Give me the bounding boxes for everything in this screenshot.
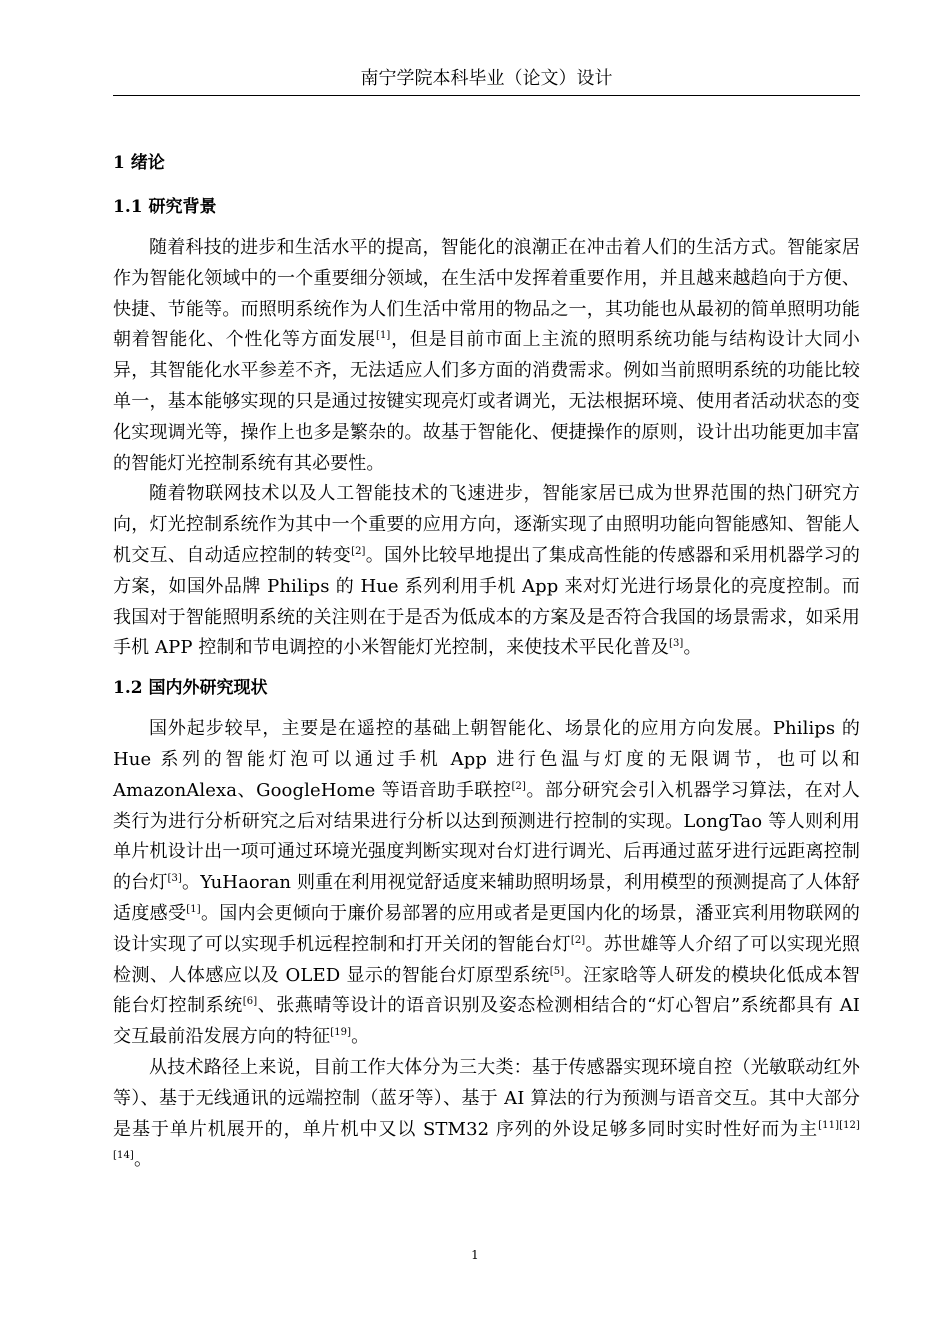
text-run: 。	[351, 1026, 370, 1048]
paragraph-status-1	[113, 714, 860, 1053]
text-run: 随着物联网技术以及人工智能技术的飞速进步，智能家居已成为世界范围的热门研究方向，灯光控制系统作为其中一个重要的应用方向，逐渐实现了由照明功能向智能感知、智能人机交互、自动适应控制的转变	[113, 483, 860, 566]
text-run: ，但是目前市面上主流的照明系统功能与结构设计大同小异，其智能化水平参差不齐，无法适应人们多方面的消费需求。例如当前照明系统的功能比较单一，基本能够实现的只是通过按键实现亮灯或者调光，无法根据环境、使用者活动状态的变化实现调光等，操作上也多是繁杂的。故基于智能化、便捷操作的原则，设计出功能更加丰富的智能灯光控制系统有其必要性。	[113, 329, 861, 474]
citation: [3]	[668, 638, 684, 650]
citation: [11][12][14]	[113, 1119, 860, 1162]
section-heading-1-1: 1.1 研究背景	[113, 197, 217, 217]
text-run: 。汪家晗等人研发的模块化低成本智能台灯控制系统	[113, 964, 860, 1017]
text-run: 。YuHaoran 则重在利用视觉舒适度来辅助照明场景，利用模型的预测提高了人体舒适度感受	[113, 872, 860, 924]
section-heading-1-2: 1.2 国内外研究现状	[113, 678, 268, 699]
citation: [1]	[186, 903, 201, 915]
citation: [6]	[242, 996, 258, 1008]
paragraph-status-2	[113, 1053, 860, 1176]
text-run: 。苏世雄等人介绍了可以实现光照检测、人体感应以及 OLED 显示的智能台灯原型系统	[113, 933, 861, 986]
page-header	[113, 66, 860, 96]
text-run: 。部分研究会引入机器学习算法，在对人类行为进行分析研究之后对结果进行分析以达到预测进行控制的实现。LongTao 等人则利用单片机设计出一项可通过环境光强度判断实现对台灯进行调光、后再通过蓝牙进行远距离控制的台灯	[113, 779, 860, 894]
text-run: 、张燕晴等设计的语音识别及姿态检测相结合的“灯心智启”系统都具有 AI 交互最前沿发展方向的特征	[113, 995, 861, 1048]
page-content	[113, 145, 860, 1176]
section-heading-1: 1 绪论	[113, 153, 165, 173]
paragraph-background-1	[113, 233, 860, 479]
paragraph-background-2	[113, 479, 860, 664]
page-number: 1	[471, 1248, 479, 1262]
text-run: 。国内会更倾向于廉价易部署的应用或者是更国内化的场景，潘亚宾利用物联网的设计实现了可以实现手机远程控制和打开关闭的智能台灯	[113, 902, 860, 955]
text-run: 国外起步较早，主要是在遥控的基础上朝智能化、场景化的应用方向发展。Philips 的 Hue 系列的智能灯泡可以通过手机 App 进行色温与灯度的无限调节，也可以和 AmazonAlexa、GoogleHome 等语音助手联控	[113, 718, 860, 801]
citation: [5]	[549, 965, 565, 977]
citation: [19]	[330, 1027, 352, 1039]
citation: [3]	[167, 873, 182, 885]
header-title: 南宁学院本科毕业（论文）设计	[360, 68, 613, 89]
text-run: 随着科技的进步和生活水平的提高，智能化的浪潮正在冲击着人们的生活方式。智能家居作为智能化领域中的一个重要细分领域，在生活中发挥着重要作用，并且越来越趋向于方便、快捷、节能等。而照明系统作为人们生活中常用的物品之一，其功能也从最初的简单照明功能朝着智能化、个性化等方面发展	[113, 237, 860, 351]
citation: [2]	[570, 934, 586, 946]
citation: [2]	[511, 780, 526, 792]
citation: [1]	[375, 330, 391, 342]
citation: [2]	[351, 545, 366, 557]
text-run: 。	[133, 1149, 153, 1171]
text-run: 从技术路径上来说，目前工作大体分为三大类：基于传感器实现环境自控（光敏联动红外等）、基于无线通讯的远端控制（蓝牙等）、基于 AI 算法的行为预测与语音交互。其中大部分是基于单片机展开的，单片机中又以 STM32 序列的外设足够多同时实时性好而为主	[113, 1056, 860, 1140]
text-run: 。	[683, 637, 702, 659]
text-run: 。国外比较早地提出了集成高性能的传感器和采用机器学习的方案，如国外品牌 Philips 的 Hue 系列利用手机 App 来对灯光进行场景化的亮度控制。而我国对于智能照明系统的关注则在于是否为低成本的方案及是否符合我国的场景需求，如采用手机 APP 控制和节电调控的小米智能灯光控制，来使技术平民化普及	[113, 544, 860, 659]
